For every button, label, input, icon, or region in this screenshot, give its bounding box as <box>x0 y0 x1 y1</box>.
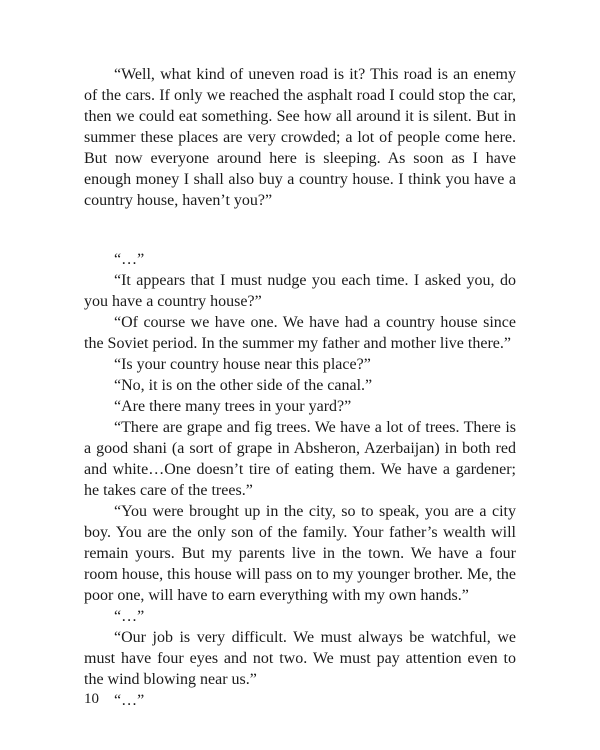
paragraph: “It appears that I must nudge you each time. I asked you, do you have a country house?” <box>84 272 516 310</box>
paragraph: “Well, what kind of uneven road is it? This road is an enemy of the cars. If only we reached the asphalt road I could stop the car, then we could eat something. See how all around it is silent. But in summer these places are very crowded; a lot of people come here. But now everyone around here is sleeping. As soon as I have enough money I shall also buy a country house. I think you have a country house, haven’t you?” <box>84 66 516 209</box>
paragraph: “Our job is very difficult. We must always be watchful, we must have four eyes and not two. We must pay attention even to the wind blowing near us.” <box>84 629 516 688</box>
paragraph: “You were brought up in the city, so to speak, you are a city boy. You are the only son of the family. Your father’s wealth will remain yours. But my parents live in the town. We have a four room house, this house will pass on to my younger brother. Me, the poor one, will have to earn everything with my own hands.” <box>84 503 516 604</box>
paragraph: “…” <box>114 251 145 268</box>
paragraph: “Of course we have one. We have had a country house since the Soviet period. In the summer my father and mother live there.” <box>84 314 516 352</box>
paragraph: “No, it is on the other side of the canal.” <box>114 377 373 394</box>
paragraph: “There are grape and fig trees. We have a lot of trees. There is a good shani (a sort of grape in Absheron, Azerbaijan) in both red and white…One doesn’t tire of eating them. We have a gardener; he takes care of the trees.” <box>84 419 516 499</box>
page-number: 10 <box>84 691 99 707</box>
page-body <box>84 64 516 711</box>
paragraph: “…” <box>114 692 145 709</box>
paragraph: “Is your country house near this place?” <box>114 356 371 373</box>
paragraph: “Are there many trees in your yard?” <box>114 398 352 415</box>
paragraph: “…” <box>114 608 145 625</box>
